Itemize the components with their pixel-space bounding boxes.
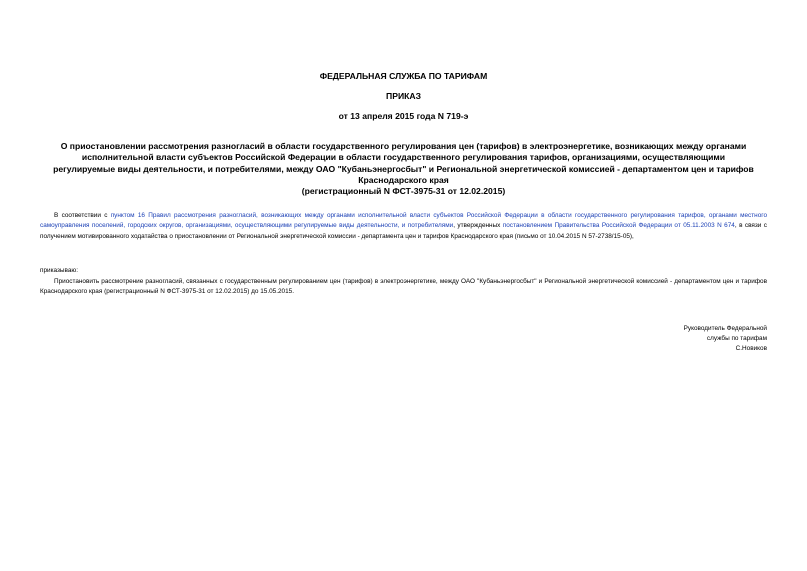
- rules-link[interactable]: пунктом 16 Правил рассмотрения разногласий, возникающих между органами исполнительной власти субъектов Российской Федерации в области государственного регулирования тарифов, органами местного самоуправления поселений, городских округов, организациями, осуществляющими регулируемые виды деятельности, и потребителями: [40, 212, 767, 230]
- basis-paragraph: [40, 211, 767, 242]
- resolution-text: Приостановить рассмотрение разногласий, связанных с государственным регулированием цен (тарифов) в электроэнергетике, между ОАО "Кубаньэнергосбыт" и Региональной энергетической комиссией - департаментом цен и тарифов Краснодарского края (регистрационный N ФСТ-3975-31 от 12.02.2015) до 15.05.2015.: [40, 278, 767, 296]
- signer-title-line2: службы по тарифам: [706, 335, 767, 343]
- signer-title-line1: Руководитель Федеральной: [683, 325, 767, 332]
- document-type: ПРИКАЗ: [386, 91, 421, 101]
- title-line: исполнительной власти субъектов Российской Федерации в области государственного регулирования тарифов, организациями, осуществляющими: [81, 152, 726, 163]
- basis-suffix: , в связи с получением мотивированного ходатайства о приостановлении от Региональной энергетической комиссии - департамента цен и тарифов Краснодарского края (письмо от 10.04.2015 N 57-2738/15-05),: [40, 222, 767, 240]
- document-title: [40, 141, 767, 197]
- title-line: Краснодарского края: [358, 174, 449, 185]
- basis-prefix: В соответствии с: [54, 212, 111, 219]
- title-line: регулируемые виды деятельности, и потребителями, между ОАО "Кубаньэнергосбыт" и Региональной энергетической комиссией - департаментом цен и тарифов: [53, 163, 754, 174]
- agency-name: ФЕДЕРАЛЬНАЯ СЛУЖБА ПО ТАРИФАМ: [319, 71, 488, 81]
- title-line: О приостановлении рассмотрения разногласий в области государственного регулирования цен (тарифов) в электроэнергетике, возникающих между органами: [60, 141, 747, 151]
- resolution-paragraph: [40, 277, 767, 298]
- document-date-number: от 13 апреля 2015 года N 719-э: [338, 111, 469, 121]
- order-word: приказываю:: [40, 267, 78, 274]
- title-registration: (регистрационный N ФСТ-3975-31 от 12.02.2015): [301, 186, 506, 197]
- signer-name: С.Новиков: [735, 345, 767, 353]
- government-decree-link[interactable]: постановлением Правительства Российской Федерации от 05.11.2003 N 674: [502, 222, 735, 230]
- basis-mid: , утвержденных: [453, 222, 503, 230]
- signature-block: [567, 324, 767, 355]
